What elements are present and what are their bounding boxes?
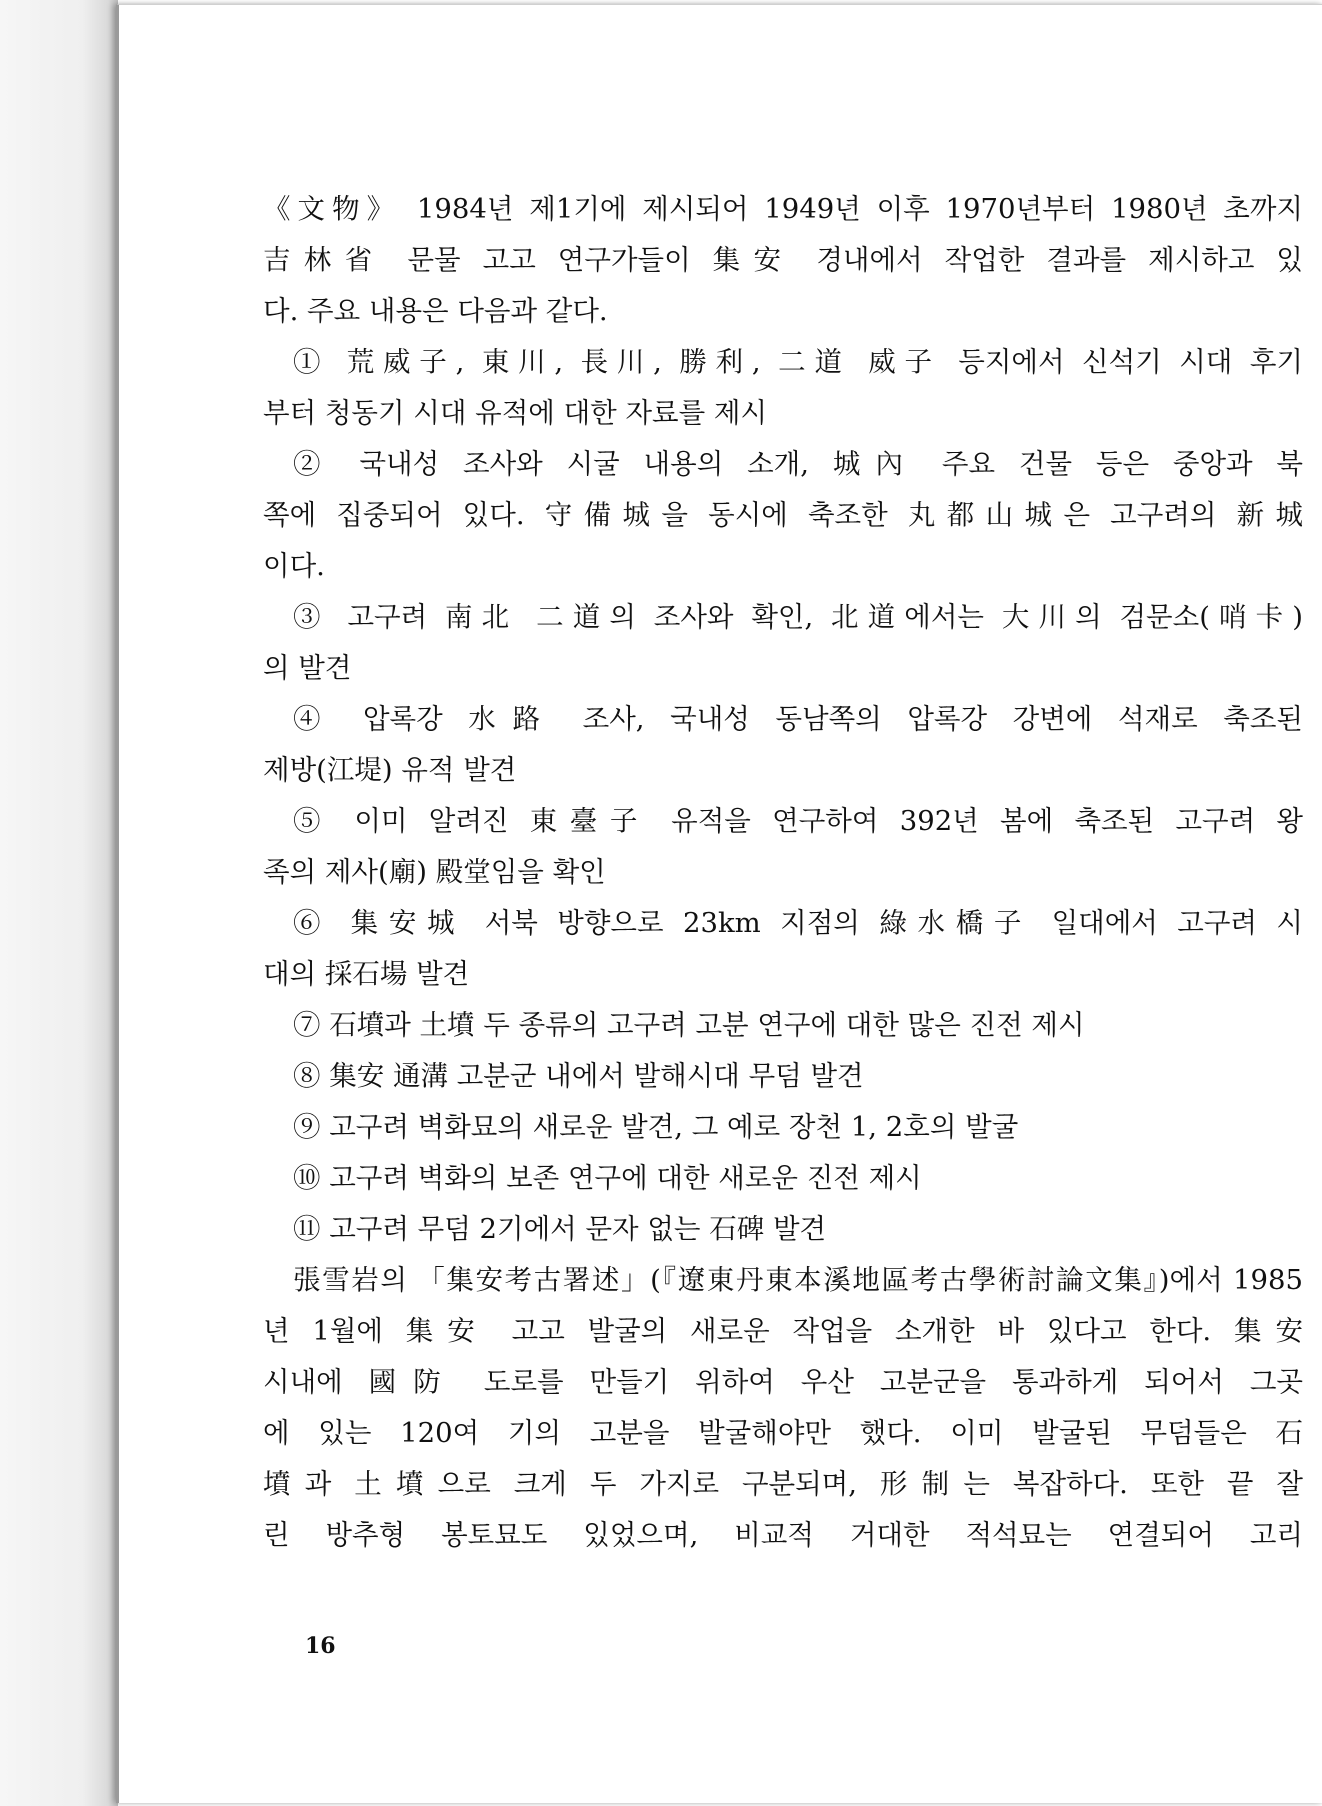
text-line-12: 제방(江堤) 유적 발견 <box>263 754 517 786</box>
text-line-13: ⑤ 이미 알려진 東臺子 유적을 연구하여 392년 봄에 축조된 고구려 왕 <box>293 805 1303 837</box>
text-line-2: 吉林省 문물 고고 연구가들이 集安 경내에서 작업한 결과를 제시하고 있 <box>263 244 1303 276</box>
text-line-25: 에 있는 120여 기의 고분을 발굴해야만 했다. 이미 발굴된 무덤들은 石 <box>263 1417 1303 1449</box>
text-line-20: ⑩ 고구려 벽화의 보존 연구에 대한 새로운 진전 제시 <box>293 1162 922 1194</box>
text-line-18: ⑧ 集安 通溝 고분군 내에서 발해시대 무덤 발견 <box>293 1060 864 1092</box>
text-line-22: 張雪岩의 「集安考古署述」(『遼東丹東本溪地區考古學術討論文集』)에서 1985 <box>293 1264 1303 1296</box>
text-line-27: 린 방추형 봉토묘도 있었으며, 비교적 거대한 적석묘는 연결되어 고리 <box>263 1519 1303 1551</box>
text-line-6: ② 국내성 조사와 시굴 내용의 소개, 城內 주요 건물 등은 중앙과 북 <box>293 448 1303 480</box>
text-line-24: 시내에 國防 도로를 만들기 위하여 우산 고분군을 통과하게 되어서 그곳 <box>263 1366 1303 1398</box>
page-body-text <box>263 192 1303 1569</box>
book-spine-shadow <box>0 0 118 1806</box>
text-line-16: 대의 採石場 발견 <box>263 958 470 990</box>
text-line-21: ⑪ 고구려 무덤 2기에서 문자 없는 石碑 발견 <box>293 1213 827 1245</box>
text-line-4: ① 荒威子, 東川, 長川, 勝利, 二道 威子 등지에서 신석기 시대 후기 <box>293 346 1303 378</box>
text-line-23: 년 1월에 集安 고고 발굴의 새로운 작업을 소개한 바 있다고 한다. 集安 <box>263 1315 1303 1347</box>
text-line-11: ④ 압록강 水路 조사, 국내성 동남쪽의 압록강 강변에 석재로 축조된 <box>293 703 1303 735</box>
text-line-14: 족의 제사(廟) 殿堂임을 확인 <box>263 856 606 888</box>
text-line-15: ⑥ 集安城 서북 방향으로 23km 지점의 綠水橋子 일대에서 고구려 시 <box>293 907 1303 939</box>
text-line-10: 의 발견 <box>263 652 352 684</box>
text-line-3: 다. 주요 내용은 다음과 같다. <box>263 295 608 327</box>
page-number: 16 <box>305 1633 336 1659</box>
text-line-9: ③ 고구려 南北 二道의 조사와 확인, 北道에서는 大川의 검문소(哨卡) <box>293 601 1303 633</box>
text-line-26: 墳과 土墳으로 크게 두 가지로 구분되며, 形制는 복잡하다. 또한 끝 잘 <box>263 1468 1303 1500</box>
text-line-1: 《文物》 1984년 제1기에 제시되어 1949년 이후 1970년부터 1980년 초까지 <box>263 193 1303 225</box>
text-line-7: 쪽에 집중되어 있다. 守備城을 동시에 축조한 丸都山城은 고구려의 新城 <box>263 499 1303 531</box>
text-line-17: ⑦ 石墳과 土墳 두 종류의 고구려 고분 연구에 대한 많은 진전 제시 <box>293 1009 1085 1041</box>
book-page <box>116 4 1322 1803</box>
text-line-19: ⑨ 고구려 벽화묘의 새로운 발견, 그 예로 장천 1, 2호의 발굴 <box>293 1111 1019 1143</box>
text-line-8: 이다. <box>263 550 325 582</box>
text-line-5: 부터 청동기 시대 유적에 대한 자료를 제시 <box>263 397 768 429</box>
